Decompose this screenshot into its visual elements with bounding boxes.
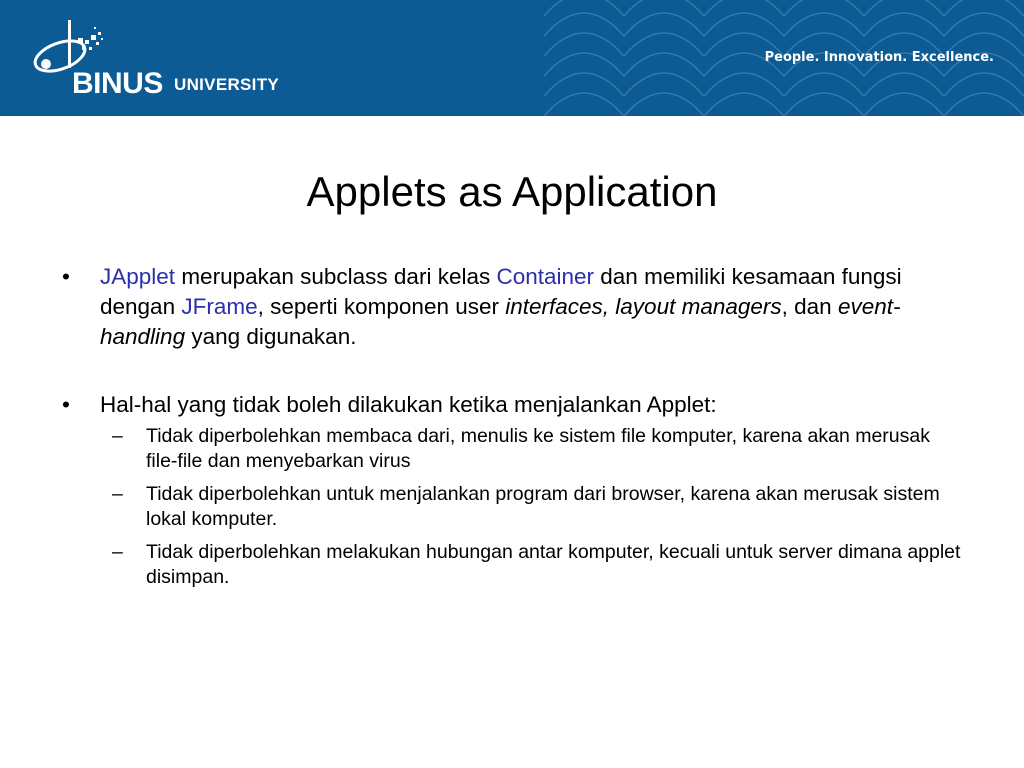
bullet-marker: •	[62, 264, 70, 289]
term-japplet: JApplet	[100, 264, 176, 289]
header-band	[0, 0, 1024, 116]
text-segment: yang digunakan.	[185, 324, 357, 349]
restriction-text: Tidak diperbolehkan membaca dari, menulis ke sistem file komputer, karena akan merusak file-file dan menyebarkan virus	[146, 425, 930, 472]
term-jframe: JFrame	[181, 294, 258, 319]
text-segment: , seperti komponen user	[257, 294, 506, 319]
bullet-marker: •	[62, 392, 70, 417]
bullet-restrictions	[62, 390, 962, 420]
logo-university-text: UNIVERSITY	[174, 75, 280, 94]
term-event-handling: event-handling	[100, 294, 901, 349]
binus-logo[interactable]	[28, 18, 298, 108]
restriction-item	[62, 424, 962, 474]
restriction-text: Tidak diperbolehkan untuk menjalankan program dari browser, karena akan merusak sistem lokal komputer.	[146, 483, 940, 530]
slide-body	[62, 262, 962, 590]
term-interfaces-layout-managers: interfaces, layout managers	[505, 294, 782, 319]
sub-marker: –	[112, 483, 123, 505]
logo-binus-text: BINUS	[72, 67, 163, 100]
bullet-japplet	[62, 262, 962, 352]
restriction-item	[62, 540, 962, 590]
text-segment: , dan	[781, 294, 838, 319]
tagline: People. Innovation. Excellence.	[764, 50, 994, 65]
text-segment: dan memiliki kesamaan fungsi dengan	[100, 264, 902, 319]
bullet-text: Hal-hal yang tidak boleh dilakukan ketika menjalankan Applet:	[100, 392, 717, 417]
text-segment: merupakan subclass dari kelas	[175, 264, 497, 289]
restriction-list	[62, 424, 962, 590]
restriction-item	[62, 482, 962, 532]
term-container: Container	[496, 264, 595, 289]
slide-title: Applets as Application	[306, 168, 718, 215]
restriction-text: Tidak diperbolehkan melakukan hubungan antar komputer, kecuali untuk server dimana applet disimpan.	[146, 541, 961, 588]
sub-marker: –	[112, 425, 123, 447]
sub-marker: –	[112, 541, 123, 563]
